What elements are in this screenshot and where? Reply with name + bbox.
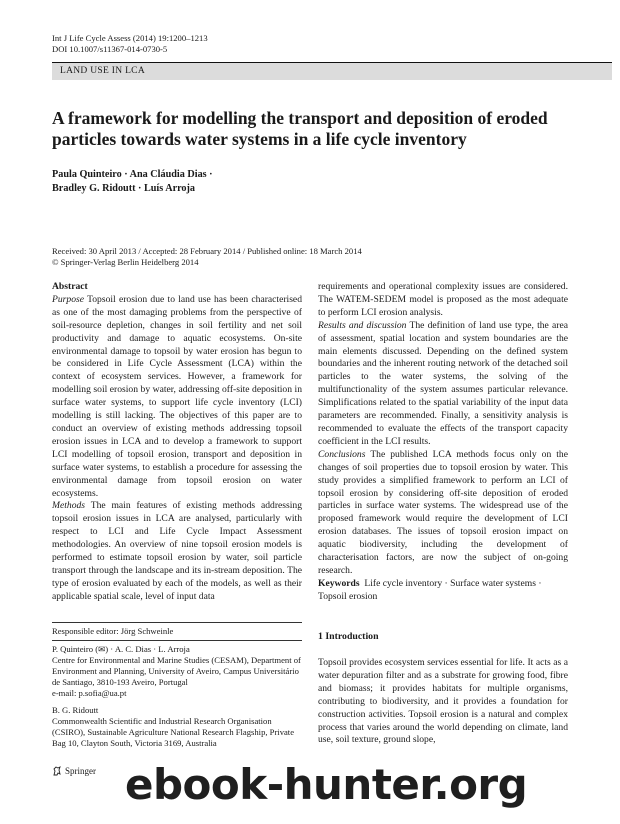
- affiliation-2-names: B. G. Ridoutt: [52, 705, 99, 715]
- introduction-heading: 1 Introduction: [318, 631, 379, 642]
- conclusions-label: Conclusions: [318, 448, 366, 460]
- methods-continued: requirements and operational complexity issues are considered. The WATEM-SEDEM model is proposed as the most adequate to perform LCI erosion analysis.: [318, 281, 568, 318]
- abstract-methods: [52, 500, 302, 603]
- conclusions-text: The published LCA methods focus only on the changes of soil properties due to topsoil erosion by water. This study provides a simplified framework to perform an LCI of topsoil erosion by considering off-site deposition of eroded particles in surface water systems. The widespread use of the proposed framework would require the development of LCI erosion databases. The issues of topsoil erosion impact on aquatic biodiversity, including the development of characterisation factors, are now the subject of on-going research.: [318, 448, 568, 576]
- author-list: [52, 168, 352, 196]
- copyright: © Springer-Verlag Berlin Heidelberg 2014: [52, 257, 199, 267]
- methods-label: Methods: [52, 500, 86, 512]
- abstract-left-column: [52, 281, 302, 604]
- keywords-text: Life cycle inventory · Surface water systems · Topsoil erosion: [318, 578, 542, 602]
- springer-horse-icon: [52, 766, 62, 776]
- article-title: A framework for modelling the transport and deposition of eroded particles towards water systems in a life cycle inventory: [52, 108, 548, 149]
- date-history: Received: 30 April 2013 / Accepted: 28 February 2014 / Published online: 18 March 2014: [52, 246, 362, 256]
- publication-dates: [52, 246, 452, 268]
- publisher-name: Springer: [65, 766, 96, 776]
- keywords: [318, 578, 568, 604]
- introduction-text: Topsoil provides ecosystem services essential for life. It acts as a water depuration filter and as a substrate for growing food, fibre and biomass; it provides habitats for multiple organisms, contributing to biodiversity, and it provides a foundation for construction activities. Topsoil erosion is a natural and complex process that varies around the world depending on climate, land use, soil texture, ground slope,: [318, 657, 568, 746]
- affiliation-1: [52, 644, 302, 699]
- footnote-rule: [52, 622, 302, 623]
- abstract-purpose: [52, 294, 302, 501]
- affiliations: [52, 644, 302, 755]
- results-text: The definition of land use type, the area of assessment, spatial location and system boundaries are the main elements discussed. Depending on the defined system boundaries and the inherent routing network of the detached soil particles to the water systems, the solving of the multifunctionality of the system assumes particular relevance. Simplifications related to the spatial variability of the input data parameters are recommended. Finally, a sensitivity analysis is recommended to evaluate the effects of the transport capacity coefficient in the LCI results.: [318, 319, 568, 447]
- section-tag-label: LAND USE IN LCA: [60, 66, 145, 76]
- affiliation-2-body: Commonwealth Scientific and Industrial Research Organisation (CSIRO), Sustainable Agriculture National Research Flagship, Private Bag 10, Clayton South, Victoria 3169, Australia: [52, 716, 295, 748]
- affiliation-1-email[interactable]: e-mail: p.sofia@ua.pt: [52, 688, 127, 698]
- responsible-editor: Responsible editor: Jörg Schweinle: [52, 626, 174, 636]
- abstract-results: [318, 320, 568, 449]
- affiliation-1-body: Centre for Environmental and Marine Studies (CESAM), Department of Environment and Planning, University of Aveiro, Campus Universitário de Santiago, 3810-193 Aveiro, Portugal: [52, 655, 301, 687]
- journal-citation: Int J Life Cycle Assess (2014) 19:1200–1213: [52, 33, 208, 43]
- affiliation-1-names: P. Quinteiro (✉) · A. C. Dias · L. Arroja: [52, 644, 190, 654]
- watermark: ebook-hunter.org: [125, 760, 528, 809]
- authors-line-1: Paula Quinteiro · Ana Cláudia Dias ·: [52, 169, 213, 180]
- keywords-label: Keywords: [318, 578, 360, 589]
- abstract-heading: Abstract: [52, 281, 88, 292]
- doi[interactable]: DOI 10.1007/s11367-014-0730-5: [52, 44, 168, 54]
- abstract-right-column: [318, 281, 568, 578]
- affiliation-rule: [52, 640, 302, 641]
- authors-line-2: Bradley G. Ridoutt · Luís Arroja: [52, 183, 196, 194]
- publisher-logo: [52, 766, 96, 776]
- section-tag: [52, 62, 612, 80]
- abstract-conclusions: [318, 449, 568, 578]
- methods-text: The main features of existing methods addressing topsoil erosion issues in LCA are analysed, particularly with respect to LCI and Life Cycle Impact Assessment methodologies. An overview of nine topsoil erosion models is performed to estimate topsoil erosion by water, soil particle transport through the landscape and its in-stream deposition. The type of erosion evaluated by each of the models, as well as their applicable spatial scale, level of input data: [52, 500, 302, 602]
- purpose-text: Topsoil erosion due to land use has been characterised as one of the most damaging problems from the perspective of soil-resource depletion, changes in soil fertility and net soil productivity and damage to aquatic ecosystems. On-site environmental damage to topsoil by water erosion has begun to be considered in Life Cycle Assessment (LCA) within the context of ecosystem services. However, a framework for modelling soil erosion by water, addressing off-site deposition in surface water systems, to support life cycle inventory (LCI) modelling is still lacking. The objectives of this paper are to conduct an overview of existing methods addressing topsoil erosion issues in LCA and to develop a framework to support LCI modelling of topsoil erosion, transport and deposition in surface water systems, to establish a procedure for assessing the environmental damage from topsoil erosion on water ecosystems.: [52, 293, 302, 499]
- purpose-label: Purpose: [52, 293, 84, 305]
- results-label: Results and discussion: [318, 319, 407, 331]
- affiliation-2: [52, 705, 302, 749]
